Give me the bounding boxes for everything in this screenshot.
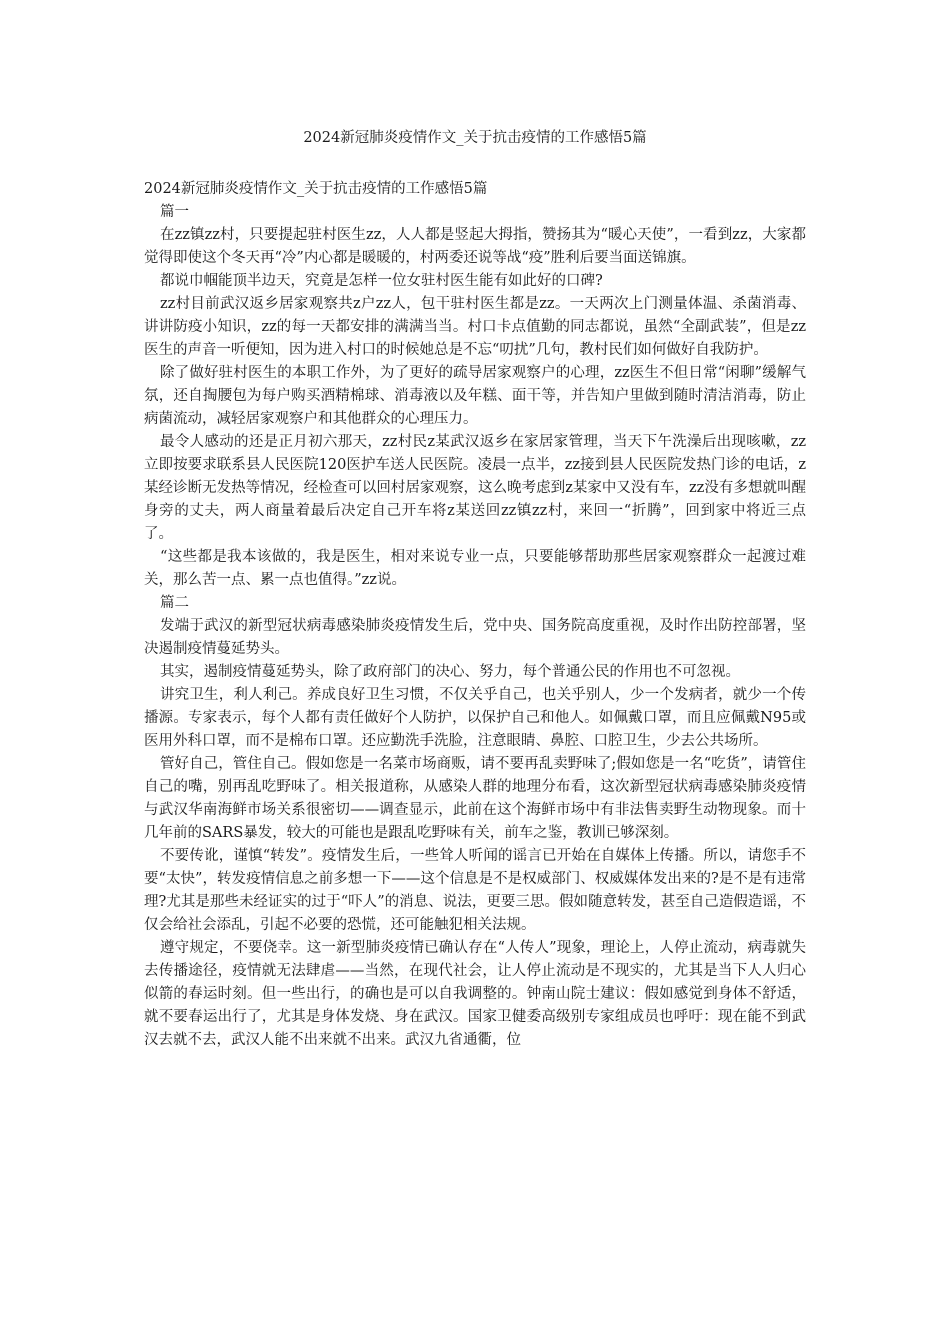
page-title: 2024新冠肺炎疫情作文_关于抗击疫情的工作感悟5篇 — [303, 130, 647, 146]
paragraph: 遵守规定，不要侥幸。这一新型肺炎疫情已确认存在“人传人”现象，理论上，人停止流动，病毒就失去传播途径，疫情就无法肆虐——当然，在现代社会，让人停止流动是不现实的，尤其是当下人人归心似箭的春运时刻。但一些出行，的确也是可以自我调整的。钟南山院士建议：假如感觉到身体不舒适，就不要春运出行了，尤其是身体发烧、身在武汉。国家卫健委高级别专家组成员也呼吁：现在能不到武汉去就不去，武汉人能不出来就不出来。武汉九省通衢，位 — [144, 940, 806, 1048]
section-heading-1: 篇一 — [160, 204, 189, 220]
paragraph: 其实，遏制疫情蔓延势头，除了政府部门的决心、努力，每个普通公民的作用也不可忽视。 — [160, 664, 740, 680]
paragraph: “这些都是我本该做的，我是医生，相对来说专业一点，只要能够帮助那些居家观察群众一起渡过难关，那么苦一点、累一点也值得。”zz说。 — [144, 549, 806, 588]
section-heading-2: 篇二 — [160, 595, 189, 611]
paragraph: 不要传讹，谨慎“转发”。疫情发生后，一些耸人听闻的谣言已开始在自媒体上传播。所以，请您手不要“太快”，转发疫情信息之前多想一下——这个信息是不是权威部门、权威媒体发出来的?是不是有违常理?尤其是那些未经证实的过于“吓人”的消息、说法，更要三思。假如随意转发，甚至自己造假造谣，不仅会给社会添乱，引起不必要的恐慌，还可能触犯相关法规。 — [144, 848, 806, 933]
document-body — [144, 178, 806, 1052]
paragraph: 发端于武汉的新型冠状病毒感染肺炎疫情发生后，党中央、国务院高度重视，及时作出防控部署，坚决遏制疫情蔓延势头。 — [144, 618, 806, 657]
paragraph: zz村目前武汉返乡居家观察共z户zz人，包干驻村医生都是zz。一天两次上门测量体温、杀菌消毒、讲讲防疫小知识，zz的每一天都安排的满满当当。村口卡点值勤的同志都说，虽然“全副武装”，但是zz医生的声音一听便知，因为进入村口的时候她总是不忘“叨扰”几句，教村民们如何做好自我防护。 — [144, 296, 806, 358]
paragraph: 除了做好驻村医生的本职工作外，为了更好的疏导居家观察户的心理，zz医生不但日常“闲聊”缓解气氛，还自掏腰包为每户购买酒精棉球、消毒液以及年糕、面干等，并告知户里做到随时清洁消毒，防止病菌流动，减轻居家观察户和其他群众的心理压力。 — [144, 365, 806, 427]
paragraph: 都说巾帼能顶半边天，究竟是怎样一位女驻村医生能有如此好的口碑? — [160, 273, 603, 289]
paragraph: 在zz镇zz村，只要提起驻村医生zz，人人都是竖起大拇指，赞扬其为“暖心天使”，一看到zz，大家都觉得即使这个冬天再“冷”内心都是暖暖的，村两委还说等战“疫”胜利后要当面送锦旗。 — [144, 227, 806, 266]
paragraph: 最令人感动的还是正月初六那天，zz村民z某武汉返乡在家居家管理，当天下午洗澡后出现咳嗽，zz立即按要求联系县人民医院120医护车送人民医院。凌晨一点半，zz接到县人民医院发热门诊的电话，z某经诊断无发热等情况，经检查可以回村居家观察，这么晚考虑到z某家中又没有车，zz没有多想就叫醒身旁的丈夫，两人商量着最后决定自己开车将z某送回zz镇zz村，来回一“折腾”，回到家中将近三点了。 — [144, 434, 806, 542]
paragraph: 管好自己，管住自己。假如您是一名菜市场商贩，请不要再乱卖野味了;假如您是一名“吃货”，请管住自己的嘴，别再乱吃野味了。相关报道称，从感染人群的地理分布看，这次新型冠状病毒感染肺炎疫情与武汉华南海鲜市场关系很密切——调查显示，此前在这个海鲜市场中有非法售卖野生动物现象。而十几年前的SARS暴发，较大的可能也是跟乱吃野味有关，前车之鉴，教训已够深刻。 — [144, 756, 806, 841]
document-heading: 2024新冠肺炎疫情作文_关于抗击疫情的工作感悟5篇 — [144, 181, 488, 197]
paragraph: 讲究卫生，利人利己。养成良好卫生习惯，不仅关乎自己，也关乎别人，少一个发病者，就少一个传播源。专家表示，每个人都有责任做好个人防护，以保护自己和他人。如佩戴口罩，而且应佩戴N95或医用外科口罩，而不是棉布口罩。还应勤洗手洗脸，注意眼睛、鼻腔、口腔卫生，少去公共场所。 — [144, 687, 806, 749]
